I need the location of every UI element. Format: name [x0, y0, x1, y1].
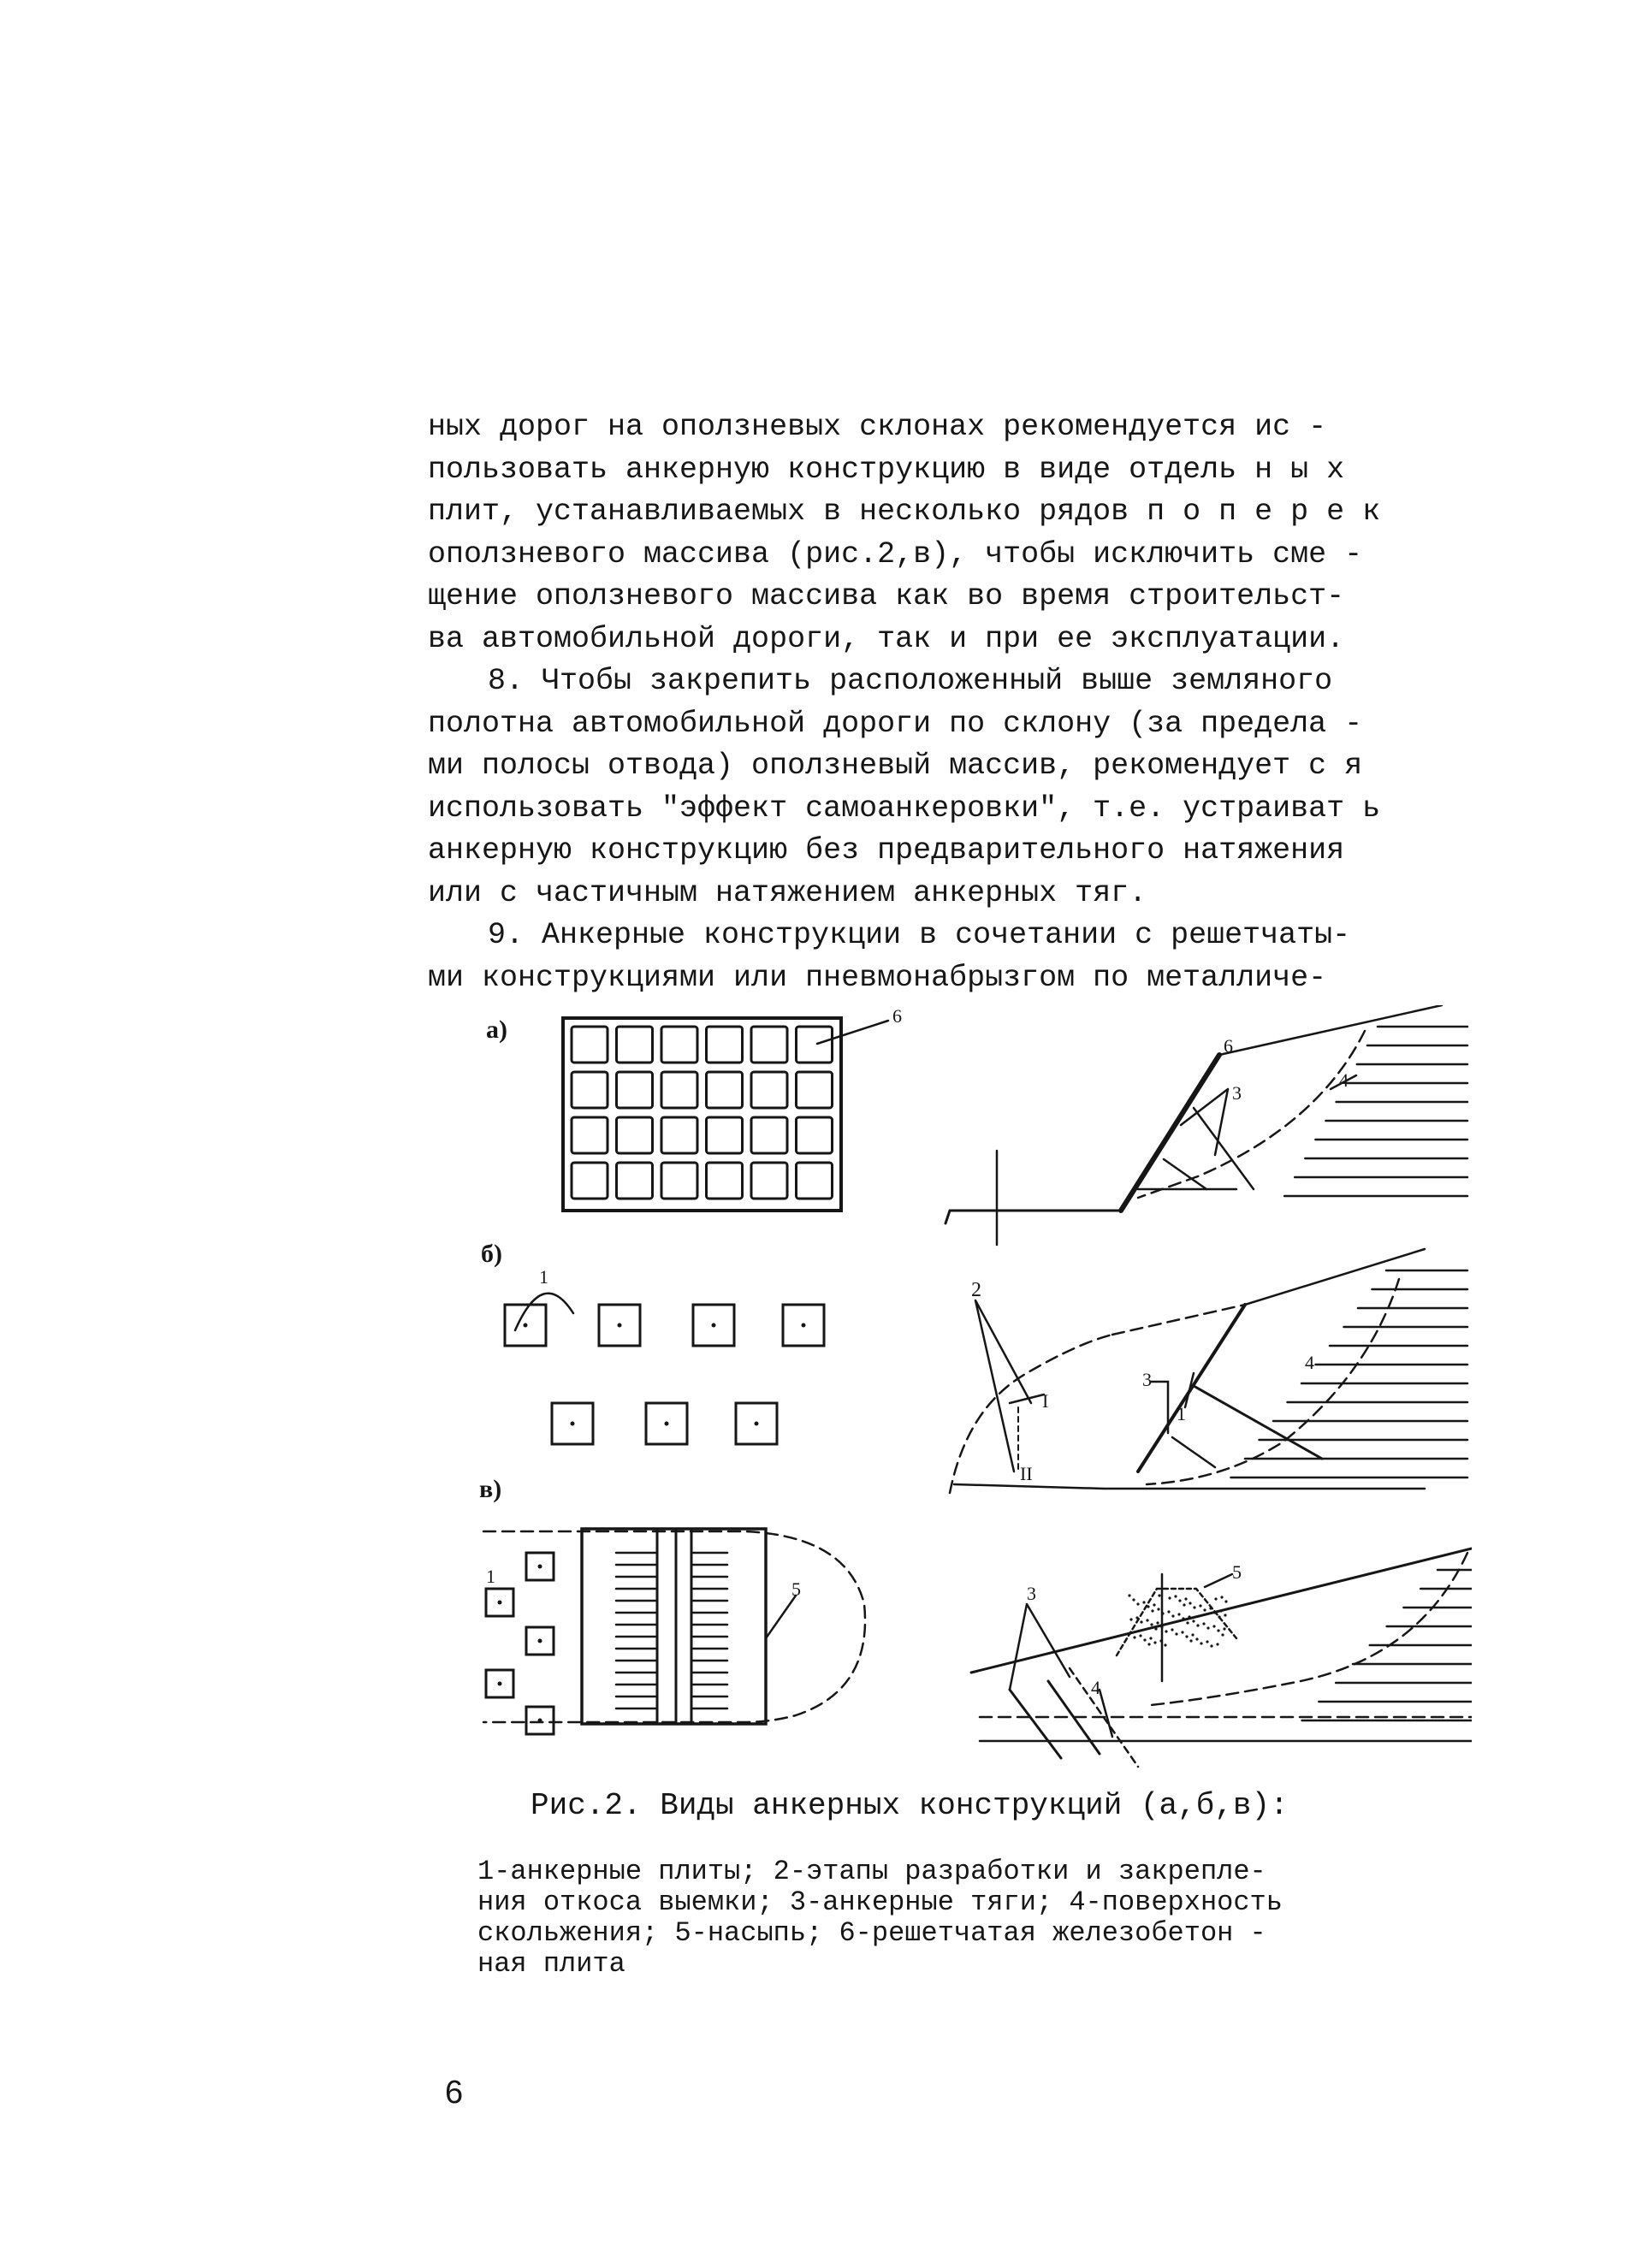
- fill-dot: [1188, 1615, 1190, 1618]
- fill-dot: [1199, 1604, 1201, 1607]
- figure-caption-title: Рис.2. Виды анкерных конструкций (а,б,в):: [531, 1788, 1289, 1823]
- text-line: ми полосы отвода) оползневый массив, рекомендует с я: [428, 749, 1363, 783]
- fill-dot: [1171, 1628, 1173, 1631]
- plate-center: [755, 1422, 759, 1426]
- fill-dot: [1135, 1616, 1138, 1619]
- fill-dot: [1150, 1623, 1153, 1625]
- lattice-cell: [661, 1163, 697, 1199]
- label-stage-II: II: [1020, 1463, 1033, 1484]
- text-line: анкерную конструкцию без предварительного натяжения: [428, 833, 1345, 868]
- text-line: пользовать анкерную конструкцию в виде отдель н ы х: [428, 452, 1345, 487]
- lattice-cell: [572, 1117, 608, 1153]
- fill-dot: [1218, 1615, 1220, 1618]
- legend-line: ния откоса выемки; 3-анкерные тяги; 4-поверхность: [477, 1886, 1283, 1918]
- fill-dot: [1178, 1599, 1181, 1602]
- fill-dot: [1175, 1632, 1177, 1635]
- lattice-cell: [797, 1027, 833, 1063]
- fill-dot: [1182, 1617, 1184, 1620]
- lattice-cell: [797, 1117, 833, 1153]
- plate-center: [618, 1323, 622, 1328]
- fill-dot: [1177, 1613, 1180, 1615]
- lattice-cell: [661, 1027, 697, 1063]
- slope-section-c: [971, 1549, 1472, 1767]
- lattice-cell: [707, 1072, 743, 1108]
- fill-dot: [1220, 1596, 1223, 1598]
- fill-dot: [1216, 1643, 1218, 1645]
- text-line: оползневого массива (рис.2,в), чтобы исключить сме -: [428, 536, 1363, 571]
- legend-line: ная плита: [477, 1948, 625, 1980]
- label-1: 1: [1177, 1403, 1186, 1424]
- fill-dot: [1139, 1634, 1141, 1637]
- lattice-cell: [707, 1117, 743, 1153]
- text-line: 8. Чтобы закрепить расположенный выше земляного: [488, 664, 1333, 698]
- fill-dot: [1189, 1639, 1192, 1642]
- lattice-cell: [572, 1027, 608, 1063]
- fill-dot: [1165, 1630, 1167, 1632]
- fill-dot: [1157, 1608, 1159, 1610]
- fill-dot: [1189, 1602, 1191, 1604]
- fill-dot: [1147, 1643, 1150, 1645]
- legend-line: скольжения; 5-насыпь; 6-решетчатая железобетон -: [477, 1917, 1266, 1949]
- plate-center: [538, 1719, 542, 1723]
- leader-line: [1205, 1574, 1232, 1587]
- fill-dot: [1154, 1627, 1157, 1630]
- leader-line: [1010, 1604, 1070, 1690]
- fill-dot: [1140, 1620, 1142, 1623]
- fill-dot: [1158, 1594, 1160, 1596]
- fill-dot: [1206, 1626, 1209, 1629]
- fill-dot: [1181, 1631, 1183, 1633]
- fill-dot: [1196, 1624, 1199, 1626]
- anchor-plates-b: [505, 1305, 824, 1444]
- plate-center: [802, 1323, 806, 1328]
- text-line: полотна автомобильной дороги по склону (за предела -: [428, 706, 1363, 741]
- text-line: или с частичным натяжением анкерных тяг.: [428, 875, 1147, 910]
- lattice-cell: [617, 1072, 653, 1108]
- lattice-plate: [563, 1018, 841, 1211]
- fill-dot: [1221, 1633, 1224, 1636]
- fill-dot: [1128, 1594, 1130, 1596]
- plate-center: [524, 1323, 528, 1328]
- text-line: 9. Анкерные конструкции в сочетании с решетчаты-: [488, 918, 1351, 952]
- fill-dot: [1147, 1605, 1149, 1608]
- fill-dot: [1156, 1621, 1159, 1624]
- lattice-cell: [797, 1163, 833, 1199]
- page-number: 6: [445, 2075, 464, 2111]
- label-3: 3: [1142, 1369, 1152, 1390]
- figure-caption-legend: [477, 1856, 1461, 1980]
- plate-center: [538, 1639, 542, 1643]
- label-6: 6: [1224, 1035, 1233, 1057]
- fill-dot: [1223, 1627, 1225, 1630]
- text-line: плит, устанавливаемых в несколько рядов п о п е р е к: [428, 494, 1381, 529]
- panel-label-b: б): [481, 1240, 502, 1268]
- text-line: использовать "эффект самоанкеровки", т.е. устраиват ь: [428, 791, 1381, 826]
- leader-line: [766, 1596, 796, 1638]
- fill-dot: [1167, 1610, 1170, 1613]
- fill-dot: [1202, 1622, 1205, 1625]
- leader-line: [975, 1300, 1031, 1472]
- text-line: ми конструкциями или пневмонабрызгом по металличе-: [428, 960, 1327, 995]
- legend-line: 1-анкерные плиты; 2-этапы разработки и закрепле-: [477, 1856, 1266, 1887]
- fill-dot: [1146, 1619, 1148, 1621]
- fill-dot: [1224, 1600, 1227, 1602]
- slope-section-a: [946, 1005, 1467, 1245]
- fill-dot: [1191, 1633, 1194, 1636]
- fill-dot: [1132, 1598, 1135, 1601]
- lattice-cell: [751, 1027, 787, 1063]
- label-6: 6: [892, 1005, 902, 1027]
- label-5: 5: [1232, 1561, 1242, 1583]
- fill-dot: [1195, 1637, 1198, 1640]
- lattice-cell: [797, 1072, 833, 1108]
- fill-dot: [1149, 1637, 1152, 1639]
- fill-dot: [1153, 1603, 1155, 1606]
- plate-center: [498, 1682, 502, 1686]
- plate-center: [538, 1565, 542, 1569]
- fill-dot: [1136, 1602, 1139, 1605]
- panel-label-c: в): [479, 1475, 502, 1503]
- label-3: 3: [1232, 1082, 1242, 1104]
- fill-dot: [1210, 1644, 1212, 1647]
- fill-dot: [1151, 1609, 1153, 1612]
- fill-dot: [1143, 1638, 1146, 1641]
- lattice-cell: [707, 1163, 743, 1199]
- fill-dot: [1129, 1618, 1132, 1620]
- fill-dot: [1214, 1597, 1217, 1600]
- fill-dot: [1174, 1595, 1177, 1597]
- plate-center: [571, 1422, 575, 1426]
- slope-section-b: [950, 1249, 1467, 1493]
- fill-dot: [1186, 1621, 1189, 1624]
- fill-dot: [1168, 1596, 1171, 1599]
- fill-dot: [1183, 1603, 1185, 1606]
- fill-dot: [1224, 1614, 1226, 1616]
- fill-dot: [1217, 1629, 1219, 1631]
- fill-dot: [1164, 1643, 1166, 1646]
- fill-dot: [1212, 1625, 1215, 1627]
- lattice-cell: [617, 1117, 653, 1153]
- lattice-cell: [707, 1027, 743, 1063]
- label-2: 2: [971, 1279, 981, 1301]
- lattice-cell: [661, 1117, 697, 1153]
- leader-line: [1151, 1373, 1194, 1433]
- fill-dot: [1193, 1606, 1195, 1608]
- fill-dot: [1203, 1608, 1206, 1611]
- lattice-cell: [617, 1027, 653, 1063]
- label-4: 4: [1339, 1069, 1349, 1091]
- plate-center: [498, 1601, 502, 1605]
- lattice-cell: [751, 1072, 787, 1108]
- label-3: 3: [1027, 1583, 1036, 1604]
- label-5: 5: [791, 1578, 801, 1600]
- lattice-cell: [617, 1163, 653, 1199]
- panel-label-a: а): [486, 1016, 507, 1044]
- figure-drawing: [462, 1005, 1472, 1788]
- paragraph-9: [428, 915, 1463, 999]
- fill-dot: [1213, 1611, 1216, 1614]
- fill-dot: [1133, 1636, 1135, 1638]
- anchor-structures-figure: [462, 1005, 1472, 1788]
- fill-dot: [1129, 1631, 1131, 1634]
- text-line: щение оползневого массива как во время строительст-: [428, 579, 1345, 613]
- lattice-cell: [661, 1072, 697, 1108]
- lattice-cell: [751, 1163, 787, 1199]
- text-line: ва автомобильной дороги, так и при ее эксплуатации.: [428, 621, 1345, 656]
- label-4: 4: [1305, 1352, 1314, 1373]
- label-1: 1: [539, 1266, 548, 1288]
- fill-dot: [1206, 1640, 1208, 1643]
- fill-dot: [1142, 1601, 1145, 1603]
- lattice-cell: [572, 1163, 608, 1199]
- fill-dot: [1185, 1635, 1188, 1637]
- label-4: 4: [1091, 1677, 1100, 1698]
- fill-dot: [1200, 1642, 1202, 1644]
- lattice-cell: [572, 1072, 608, 1108]
- plate-center: [665, 1422, 669, 1426]
- paragraph-8: [428, 660, 1463, 915]
- fill-dot: [1153, 1641, 1156, 1643]
- label-stage-I: I: [1042, 1390, 1049, 1412]
- fill-dot: [1219, 1609, 1222, 1612]
- fill-dot: [1192, 1620, 1195, 1622]
- fill-dot: [1171, 1614, 1174, 1617]
- fill-dot: [1209, 1607, 1212, 1609]
- label-1: 1: [486, 1566, 495, 1587]
- text-line: ных дорог на оползневых склонах рекомендуется ис -: [428, 410, 1327, 444]
- plate-center: [712, 1323, 716, 1328]
- lattice-cell: [751, 1117, 787, 1153]
- paragraph-continued: [428, 406, 1463, 660]
- fill-dot: [1184, 1597, 1187, 1600]
- leader-line: [817, 1021, 888, 1044]
- anchor-plates-c: [486, 1553, 554, 1734]
